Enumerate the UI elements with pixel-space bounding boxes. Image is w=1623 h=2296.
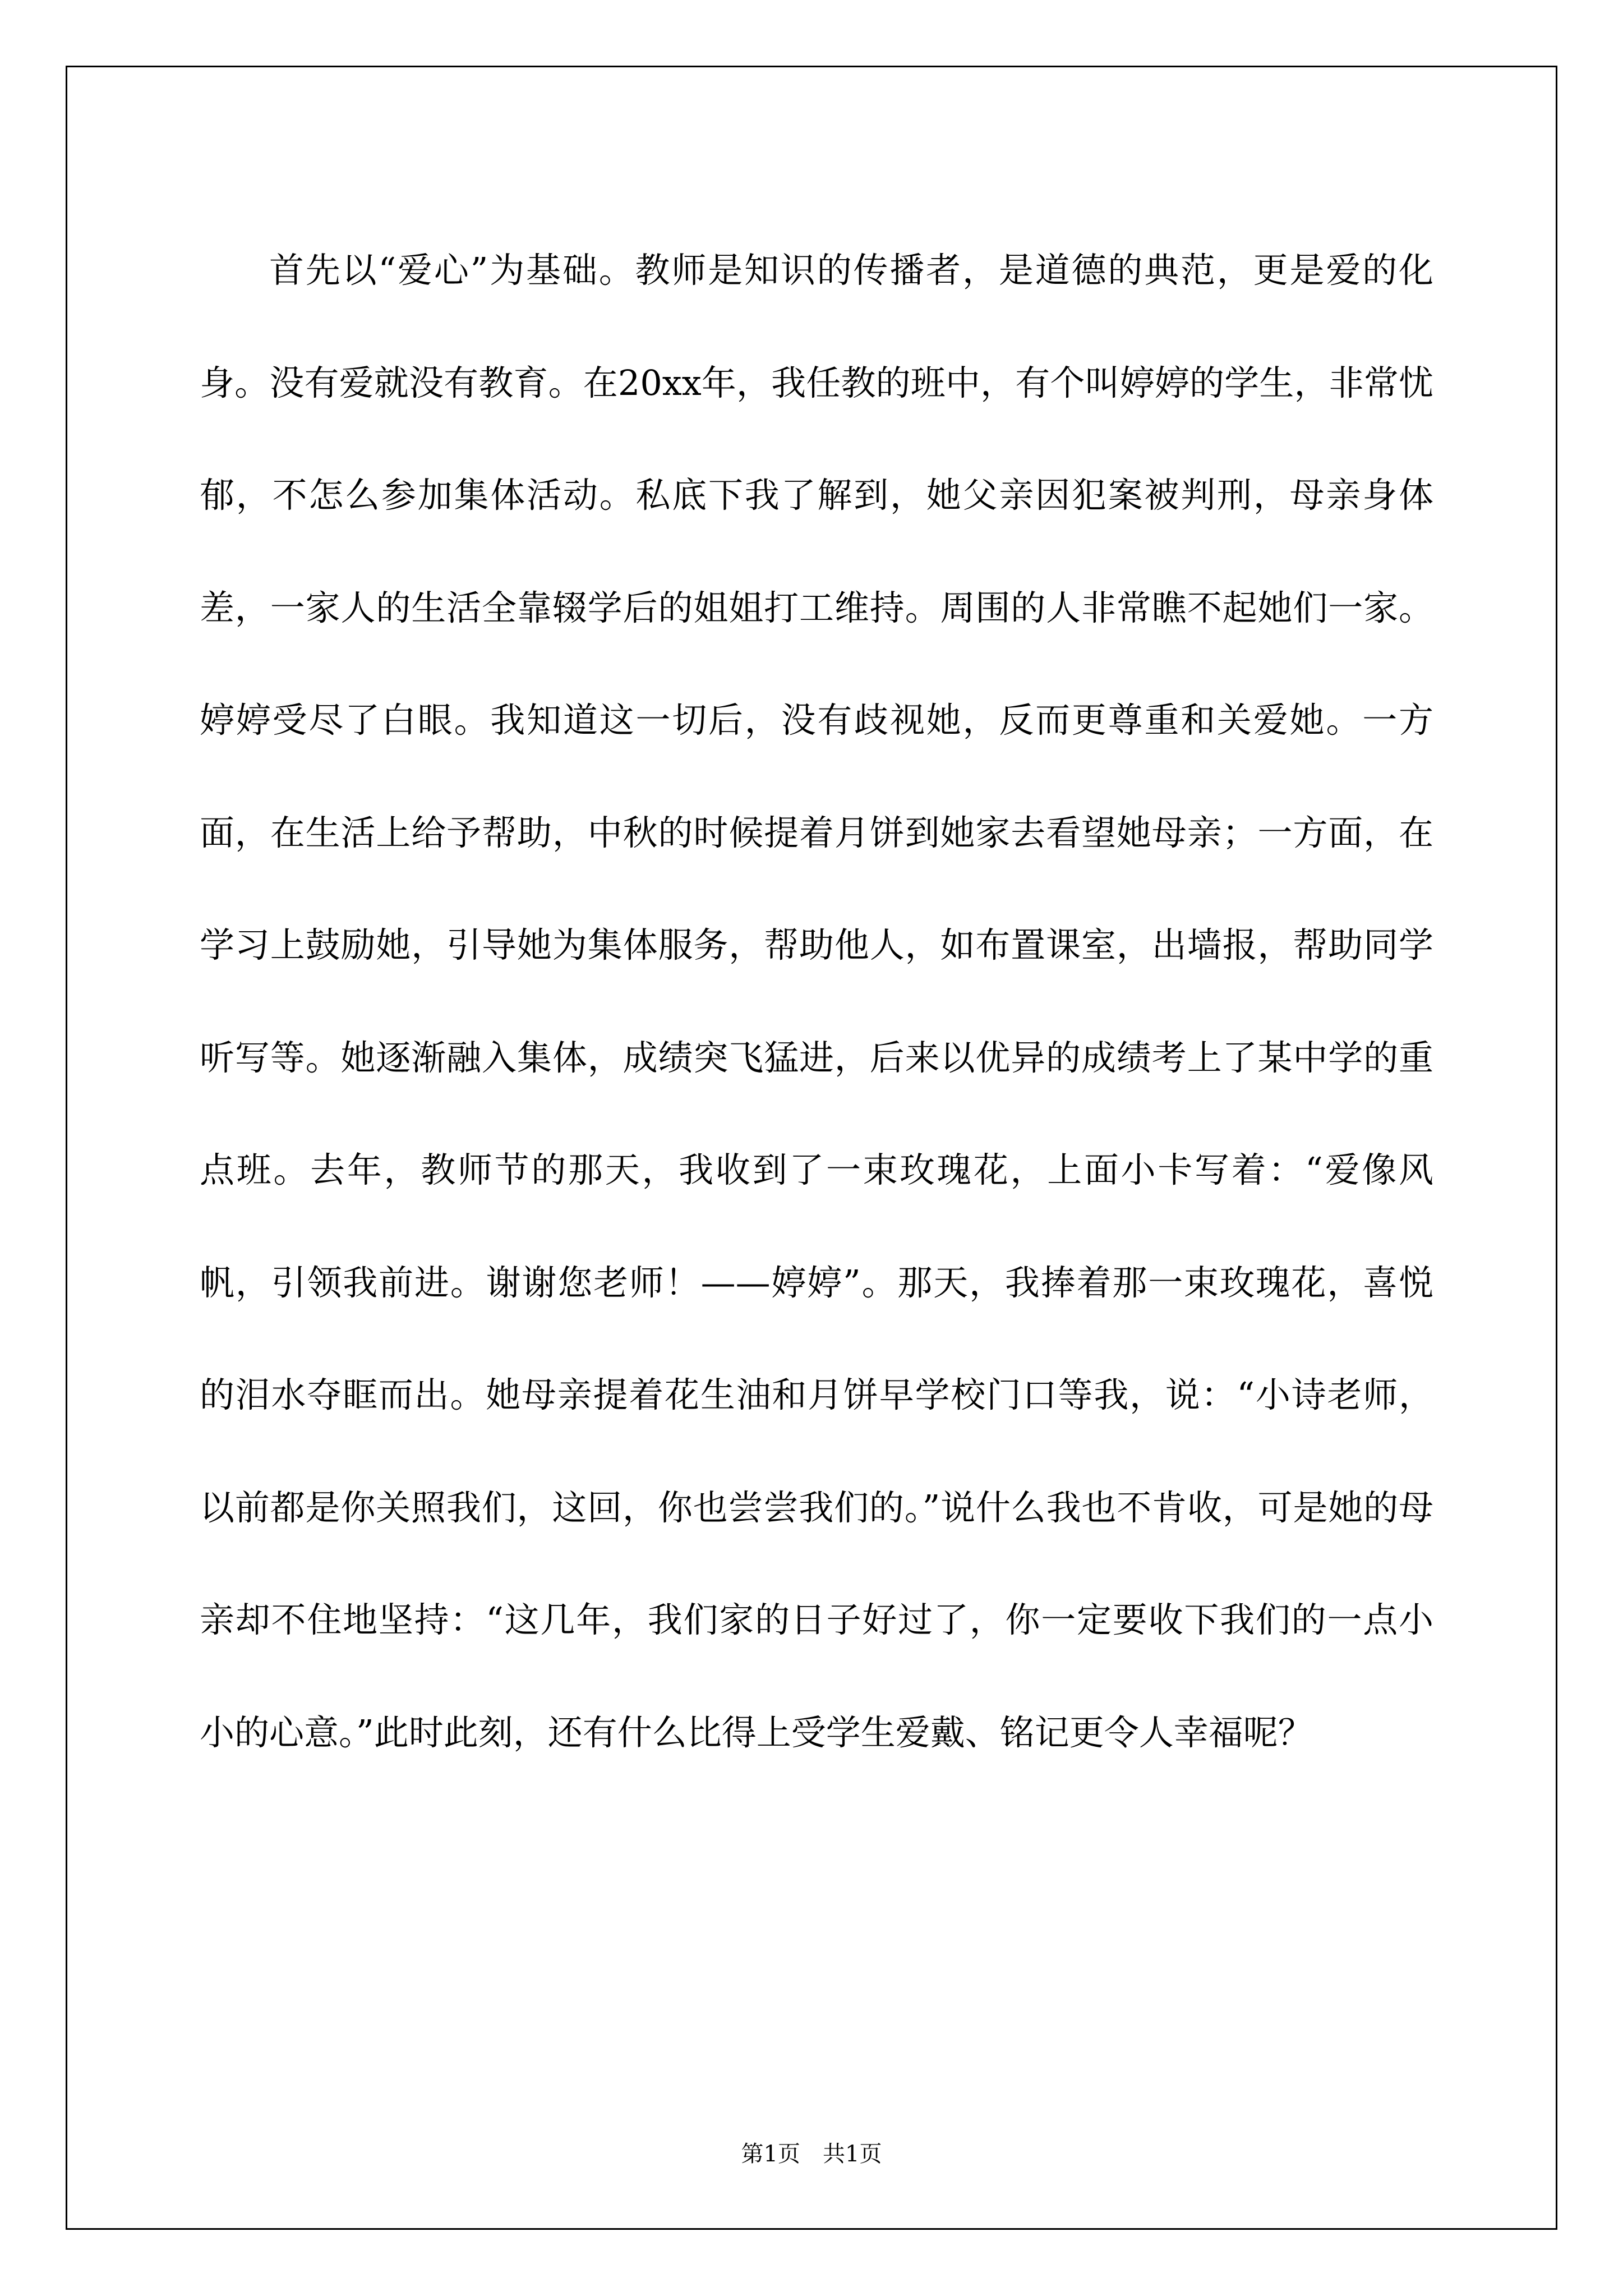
page-total: 共1页 bbox=[823, 2141, 882, 2167]
body-paragraph: 首先以“爱心”为基础。教师是知识的传播者，是道德的典范，更是爱的化身。没有爱就没有教育。在20xx年，我任教的班中，有个叫婷婷的学生，非常忧郁，不怎么参加集体活动。私底下我了解到，她父亲因犯案被判刑，母亲身体差，一家人的生活全靠辍学后的姐姐打工维持。周围的人非常瞧不起她们一家。婷婷受尽了白眼。我知道这一切后，没有歧视她，反而更尊重和关爱她。一方面，在生活上给予帮助，中秋的时候提着月饼到她家去看望她母亲；一方面，在学习上鼓励她，引导她为集体服务，帮助他人，如布置课室，出墙报，帮助同学听写等。她逐渐融入集体，成绩突飞猛进，后来以优异的成绩考上了某中学的重点班。去年，教师节的那天，我收到了一束玫瑰花，上面小卡写着：“爱像风帆，引领我前进。谢谢您老师！——婷婷”。那天，我捧着那一束玫瑰花，喜悦的泪水夺眶而出。她母亲提着花生油和月饼早学校门口等我，说：“小诗老师，以前都是你关照我们，这回，你也尝尝我们的。”说什么我也不肯收，可是她的母亲却不住地坚持：“这几年，我们家的日子好过了，你一定要收下我们的一点小小的心意。”此时此刻，还有什么比得上受学生爱戴、铭记更令人幸福呢？ bbox=[200, 250, 1433, 1753]
page-footer bbox=[0, 2137, 1623, 2171]
page-number: 第1页 bbox=[741, 2141, 800, 2167]
